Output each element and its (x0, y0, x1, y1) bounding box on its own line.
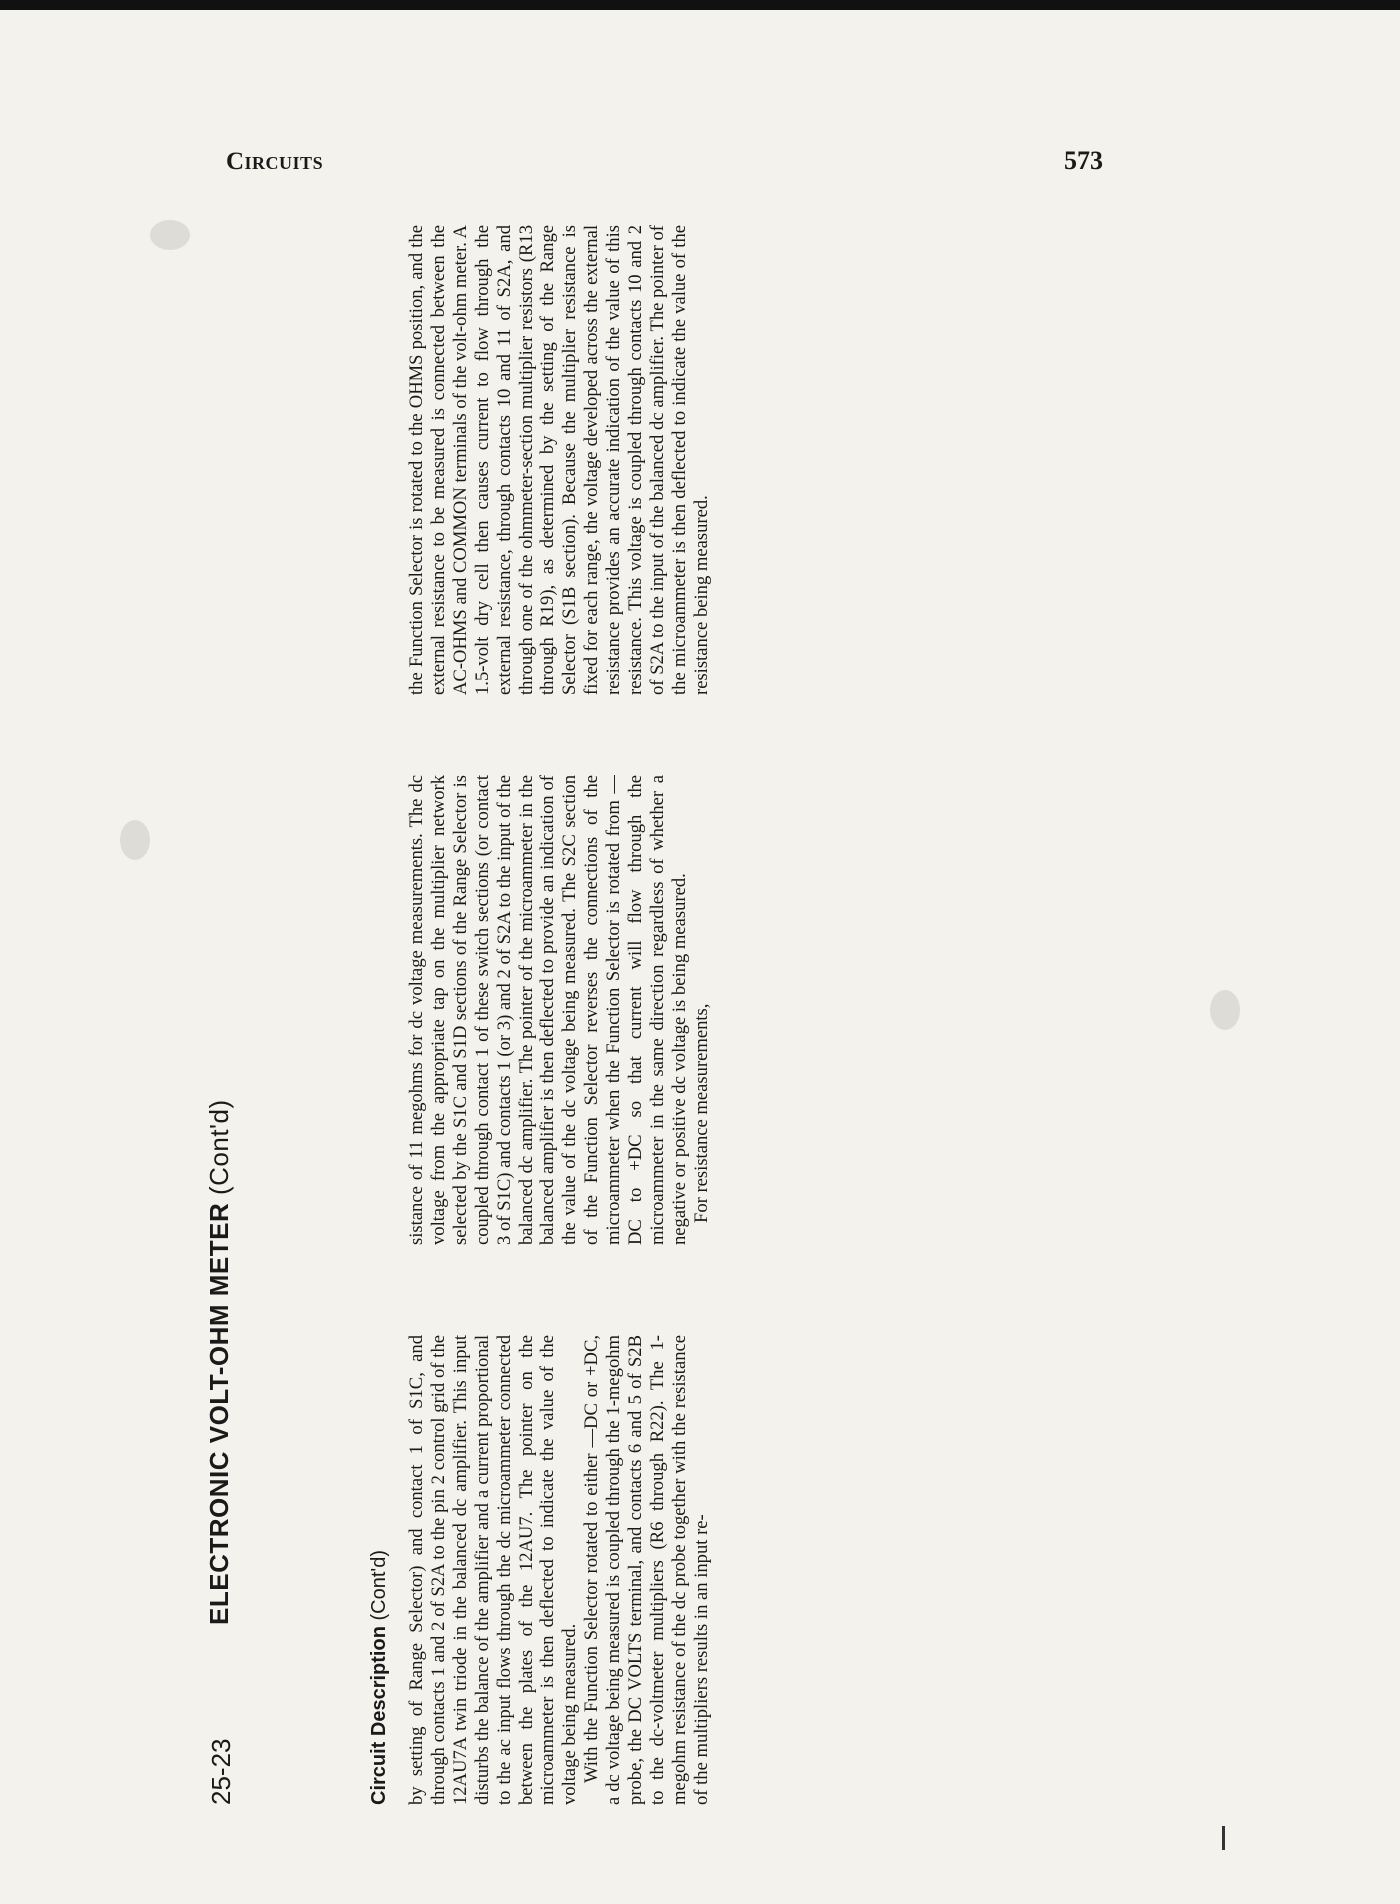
paragraph: the Function Selector is rotated to the OHMS position, and the external resistance to be measured is connected between the AC-OHMS and COMMON terminals of the volt-ohm meter. A 1.5-volt dry cell then causes current to flow through the external resistance, through contacts 10 and 11 of S2A, and through one of the ohmmeter-section multiplier resistors (R13 through R19), as determined by the setting of the Range Selector (S1B section). Because the multiplier resistance is fixed for each range, the voltage developed across the external resistance provides an accurate indication of the value of this resistance. This voltage is coupled through contacts 10 and 2 of S2A to the input of the balanced dc amplifier. The pointer of the microammeter is then deflected to indicate the value of the resistance being measured. (406, 225, 712, 695)
paragraph: With the Function Selector rotated to either —DC or +DC, a dc voltage being measured is coupled through the 1-megohm probe, the DC VOLTS terminal, and contacts 6 and 5 of S2B to the dc-voltmeter multipliers (R6 through R22). The 1-megohm resistance of the dc probe together with the resistance of the multipliers results in an input re- (581, 1335, 712, 1805)
page-number: 573 (1064, 146, 1103, 175)
running-head: Circuits (226, 148, 324, 175)
section-heading (368, 1550, 391, 1805)
section-heading-text: Circuit Description (368, 1626, 390, 1805)
text-column-3 (406, 225, 986, 695)
text-column-2 (406, 775, 986, 1245)
paragraph: sistance of 11 megohms for dc voltage measurements. The dc voltage from the appropriate tap on the multiplier network selected by the S1C and S1D sections of the Range Selector is coupled through contact 1 of these switch sections (or contact 3 of S1C) and contacts 1 (or 3) and 2 of S2A to the input of the balanced dc amplifier. The pointer of the microammeter in the balanced amplifier is then deflected to provide an indication of the value of the dc voltage being measured. The S2C section of the Function Selector reverses the connections of the microammeter when the Function Selector is rotated from —DC to +DC so that current will flow through the microammeter in the same direction regardless of whether a negative or positive dc voltage is being measured. (406, 775, 690, 1245)
page-title-suffix: (Cont'd) (204, 1099, 234, 1196)
rotated-page-content (200, 215, 990, 1805)
paragraph: by setting of Range Selector) and contact 1 of S1C, and through contacts 1 and 2 of S2A to the pin 2 control grid of the 12AU7A twin triode in the balanced dc amplifier. This input disturbs the balance of the amplifier and a current proportional to the ac input flows through the dc microammeter connected between the plates of the 12AU7. The pointer on the microammeter is then deflected to indicate the value of the voltage being measured. (406, 1335, 581, 1805)
page-title-text: ELECTRONIC VOLT-OHM METER (204, 1202, 234, 1625)
section-number: 25-23 (206, 1738, 236, 1805)
paper-speck (150, 220, 190, 250)
paper-speck (120, 820, 150, 860)
scan-mark (1222, 1826, 1225, 1850)
section-heading-suffix: (Cont'd) (368, 1550, 390, 1621)
scan-top-edge (0, 0, 1400, 10)
text-column-1 (406, 1335, 986, 1805)
paragraph: For resistance measurements, (690, 1003, 712, 1223)
paper-speck (1210, 990, 1240, 1030)
page-title (204, 1099, 235, 1625)
